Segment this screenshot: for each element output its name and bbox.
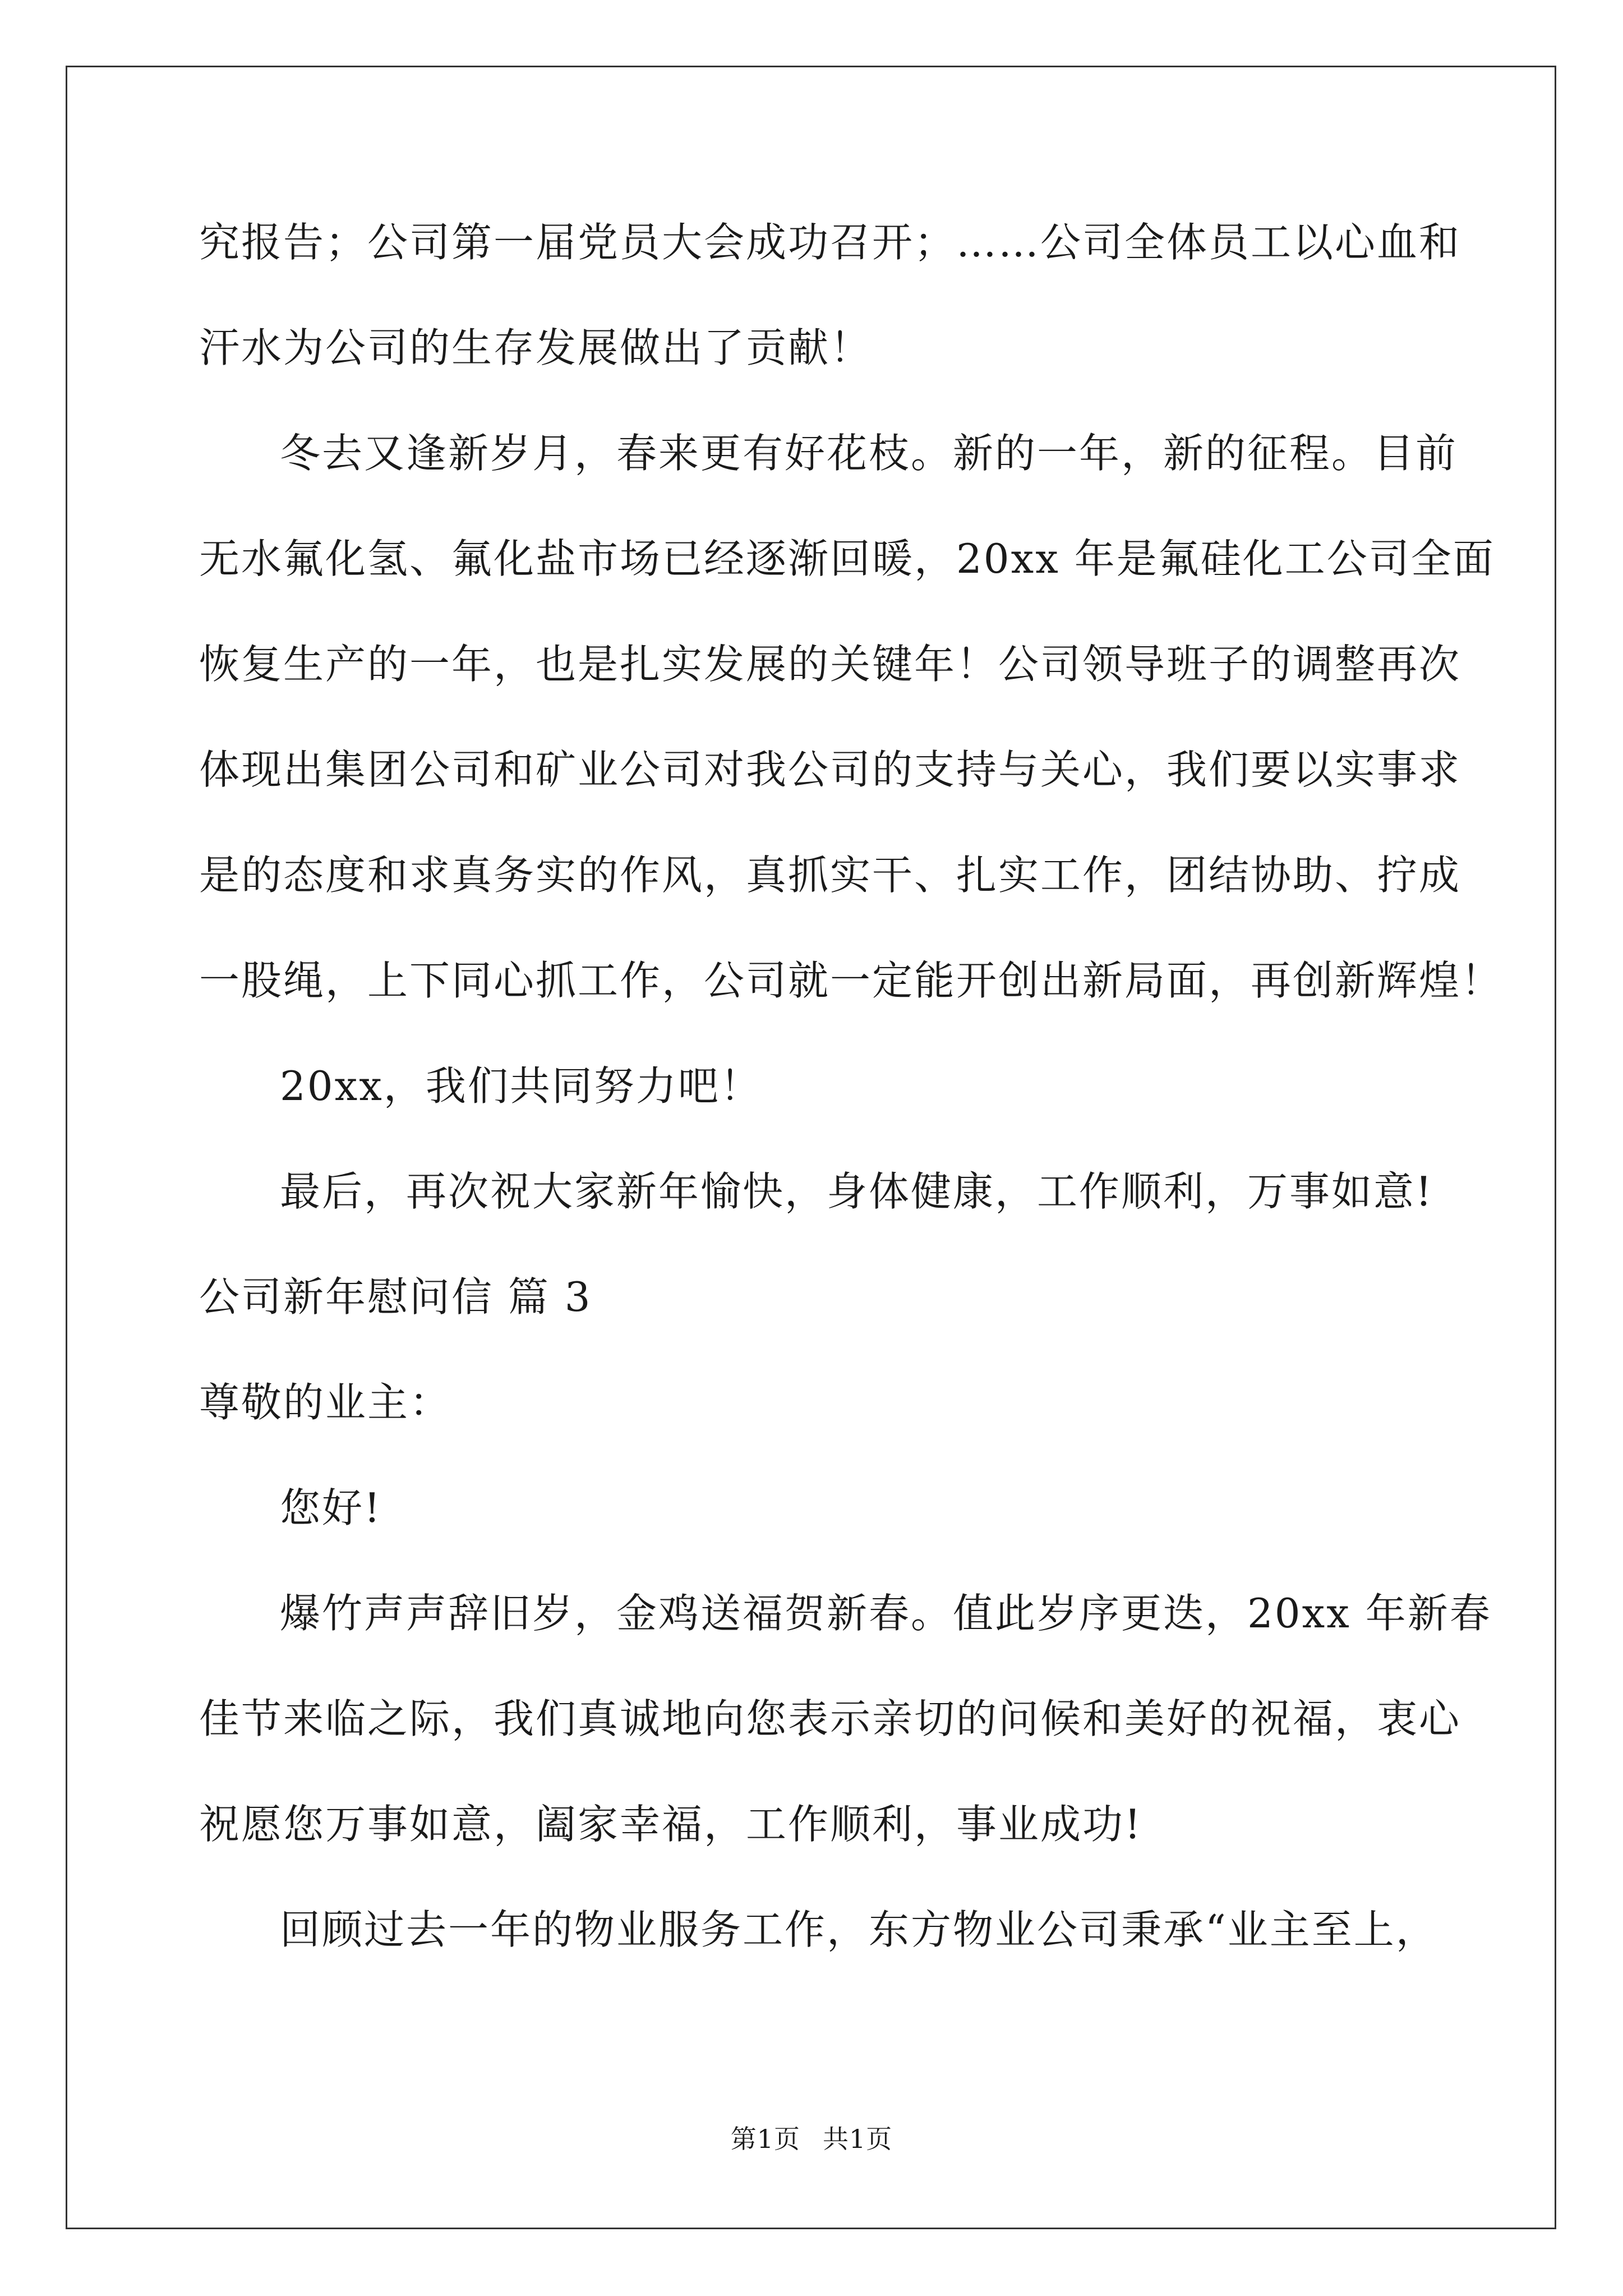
document-body bbox=[199, 216, 1504, 2009]
page-total: 共1页 bbox=[823, 2124, 893, 2154]
text-line: 佳节来临之际，我们真诚地向您表示亲切的问候和美好的祝福，衷心 bbox=[199, 1695, 1461, 1742]
text-line: 体现出集团公司和矿业公司对我公司的支持与关心，我们要以实事求 bbox=[199, 746, 1461, 793]
salutation: 尊敬的业主： bbox=[199, 1379, 452, 1426]
text-line: 最后，再次祝大家新年愉快，身体健康，工作顺利，万事如意! bbox=[280, 1168, 1433, 1215]
text-line: 汗水为公司的生存发展做出了贡献！ bbox=[199, 324, 873, 371]
text-line: 爆竹声声辞旧岁，金鸡送福贺新春。值此岁序更迭，20xx 年新春 bbox=[280, 1590, 1492, 1637]
text-line: 是的态度和求真务实的作风，真抓实干、扎实工作，团结协助、拧成 bbox=[199, 852, 1461, 899]
text-line: 恢复生产的一年，也是扎实发展的关键年！公司领导班子的调整再次 bbox=[199, 641, 1461, 688]
text-line: 回顾过去一年的物业服务工作，东方物业公司秉承“业主至上， bbox=[280, 1906, 1438, 1953]
text-line: 20xx，我们共同努力吧！ bbox=[280, 1062, 762, 1110]
page-footer bbox=[0, 2123, 1623, 2155]
greeting: 您好! bbox=[280, 1484, 382, 1531]
text-line: 无水氟化氢、氟化盐市场已经逐渐回暖，20xx 年是氟硅化工公司全面 bbox=[199, 535, 1495, 582]
section-heading: 公司新年慰问信 篇 3 bbox=[199, 1273, 592, 1320]
text-line: 一股绳，上下同心抓工作，公司就一定能开创出新局面，再创新辉煌！ bbox=[199, 957, 1504, 1004]
text-line: 究报告；公司第一届党员大会成功召开；……公司全体员工以心血和 bbox=[199, 219, 1461, 266]
text-line: 祝愿您万事如意，阖家幸福，工作顺利，事业成功! bbox=[199, 1801, 1142, 1848]
text-line: 冬去又逢新岁月，春来更有好花枝。新的一年，新的征程。目前 bbox=[280, 430, 1458, 477]
page-number: 第1页 bbox=[730, 2124, 800, 2154]
